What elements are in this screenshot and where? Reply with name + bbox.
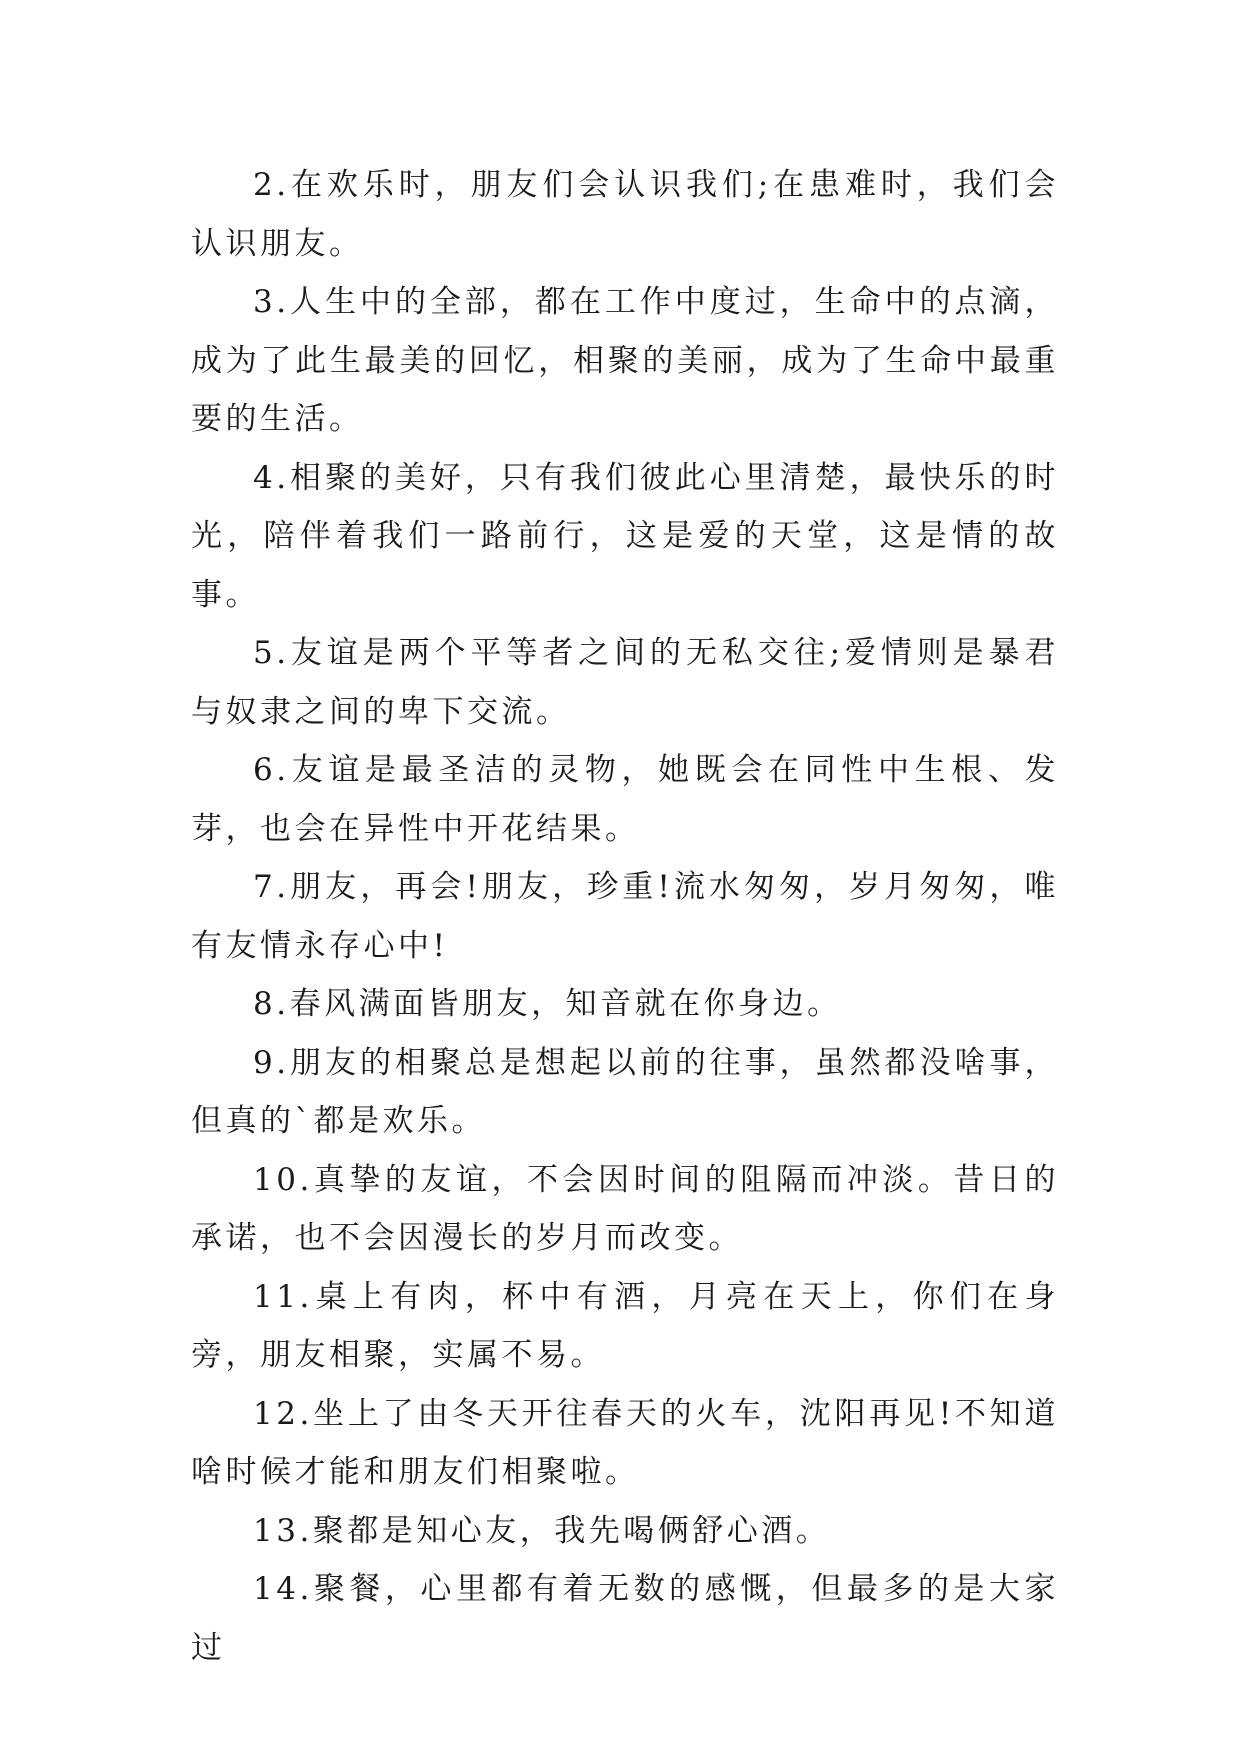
paragraph-10: 10.真挚的友谊，不会因时间的阻隔而冲淡。昔日的承诺，也不会因漫长的岁月而改变。	[191, 1161, 1059, 1256]
document-body	[191, 156, 1059, 1677]
paragraph-5: 5.友谊是两个平等者之间的无私交往;爱情则是暴君与奴隶之间的卑下交流。	[191, 635, 1059, 730]
paragraph-8: 8.春风满面皆朋友，知音就在你身边。	[253, 986, 842, 1022]
paragraph-13: 13.聚都是知心友，我先喝俩舒心酒。	[253, 1512, 831, 1549]
paragraph-9: 9.朋友的相聚总是想起以前的往事，虽然都没啥事，但真的`都是欢乐。	[191, 1044, 1059, 1139]
paragraph-11: 11.桌上有肉，杯中有酒，月亮在天上，你们在身旁，朋友相聚，实属不易。	[191, 1278, 1059, 1373]
paragraph-4: 4.相聚的美好，只有我们彼此心里清楚，最快乐的时光，陪伴着我们一路前行，这是爱的天堂，这是情的故事。	[191, 459, 1059, 613]
paragraph-14: 14.聚餐，心里都有着无数的感慨，但最多的是大家过	[191, 1571, 1059, 1666]
paragraph-6: 6.友谊是最圣洁的灵物，她既会在同性中生根、发芽，也会在异性中开花结果。	[191, 752, 1059, 847]
paragraph-3: 3.人生中的全部，都在工作中度过，生命中的点滴，成为了此生最美的回忆，相聚的美丽，成为了生命中最重要的生活。	[191, 284, 1059, 437]
paragraph-7: 7.朋友，再会!朋友，珍重!流水匆匆，岁月匆匆，唯有友情永存心中!	[191, 869, 1059, 964]
paragraph-12: 12.坐上了由冬天开往春天的火车，沈阳再见!不知道啥时候才能和朋友们相聚啦。	[191, 1395, 1059, 1490]
paragraph-2: 2.在欢乐时，朋友们会认识我们;在患难时，我们会认识朋友。	[191, 167, 1059, 262]
